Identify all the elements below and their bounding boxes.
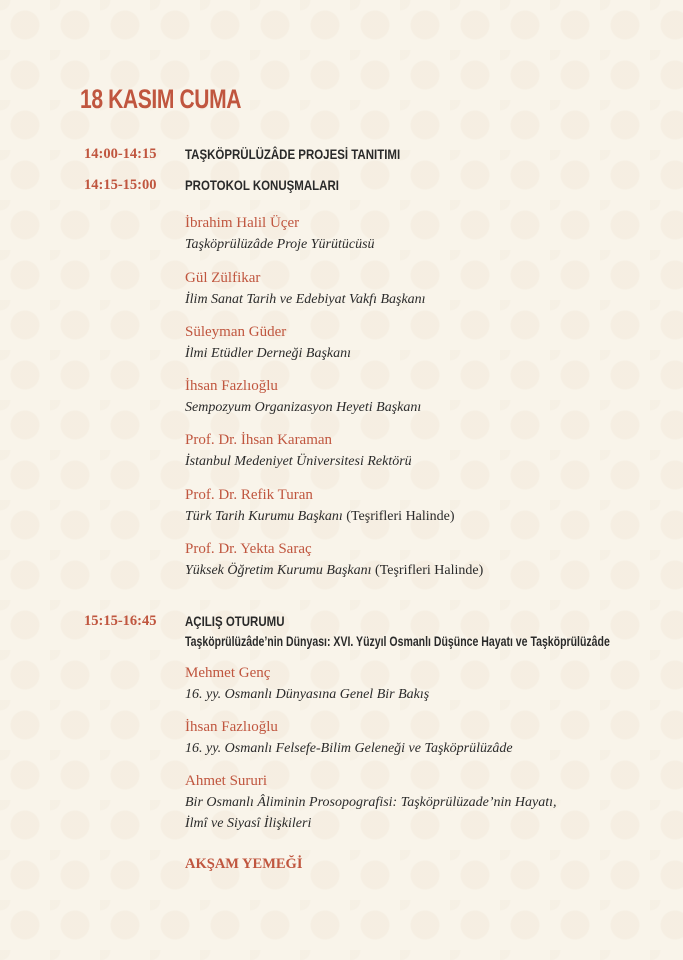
speaker-name: Prof. Dr. İhsan Karaman (185, 432, 333, 448)
speaker-name: Süleyman Güder (185, 324, 287, 340)
speaker-name: Mehmet Genç (185, 665, 271, 681)
talk-title: 16. yy. Osmanlı Felsefe-Bilim Geleneği ve Taşköprülüzâde (185, 741, 513, 756)
session-time: 15:15-16:45 (84, 613, 157, 629)
session-title: AÇILIŞ OTURUMU (185, 613, 285, 629)
speaker-name: İbrahim Halil Üçer (185, 215, 300, 231)
session-time: 14:15-15:00 (84, 177, 157, 193)
talk-title-continued: İlmî ve Siyasî İlişkileri (185, 816, 312, 831)
talk-title: Bir Osmanlı Âliminin Prosopografisi: Taşköprülüzade’nin Hayatı, (185, 795, 557, 810)
speaker-role: Taşköprülüzâde Proje Yürütücüsü (185, 237, 375, 252)
speaker-name: Prof. Dr. Yekta Saraç (185, 541, 312, 557)
speaker-note: (Teşrifleri Halinde) (371, 563, 484, 578)
speaker-role: İlmi Etüdler Derneği Başkanı (185, 346, 352, 361)
talk-title: 16. yy. Osmanlı Dünyasına Genel Bir Bakış (185, 687, 430, 702)
speaker-role-line (185, 509, 455, 525)
dinner-label: AKŞAM YEMEĞİ (185, 856, 303, 872)
session-time: 14:00-14:15 (84, 146, 157, 162)
speaker-role: İlim Sanat Tarih ve Edebiyat Vakfı Başkanı (185, 292, 426, 307)
page-title: 18 KASIM CUMA (80, 84, 242, 114)
speaker-role: İstanbul Medeniyet Üniversitesi Rektörü (185, 454, 412, 469)
speaker-role: Yüksek Öğretim Kurumu Başkanı (185, 563, 372, 578)
session-title: PROTOKOL KONUŞMALARI (185, 177, 339, 193)
speaker-name: İhsan Fazlıoğlu (185, 719, 278, 735)
session-subtitle: Taşköprülüzâde’nin Dünyası: XVI. Yüzyıl Osmanlı Düşünce Hayatı ve Taşköprülüzâde (185, 634, 610, 649)
speaker-role: Sempozyum Organizasyon Heyeti Başkanı (185, 400, 422, 415)
speaker-role: Türk Tarih Kurumu Başkanı (185, 509, 343, 524)
speaker-note: (Teşrifleri Halinde) (342, 509, 455, 524)
session-title: TAŞKÖPRÜLÜZÂDE PROJESİ TANITIMI (185, 146, 401, 162)
speaker-name: Gül Zülfikar (185, 270, 261, 286)
speaker-role-line (185, 563, 483, 579)
speaker-name: İhsan Fazlıoğlu (185, 378, 278, 394)
speaker-name: Ahmet Sururi (185, 773, 268, 789)
speaker-name: Prof. Dr. Refik Turan (185, 487, 313, 503)
